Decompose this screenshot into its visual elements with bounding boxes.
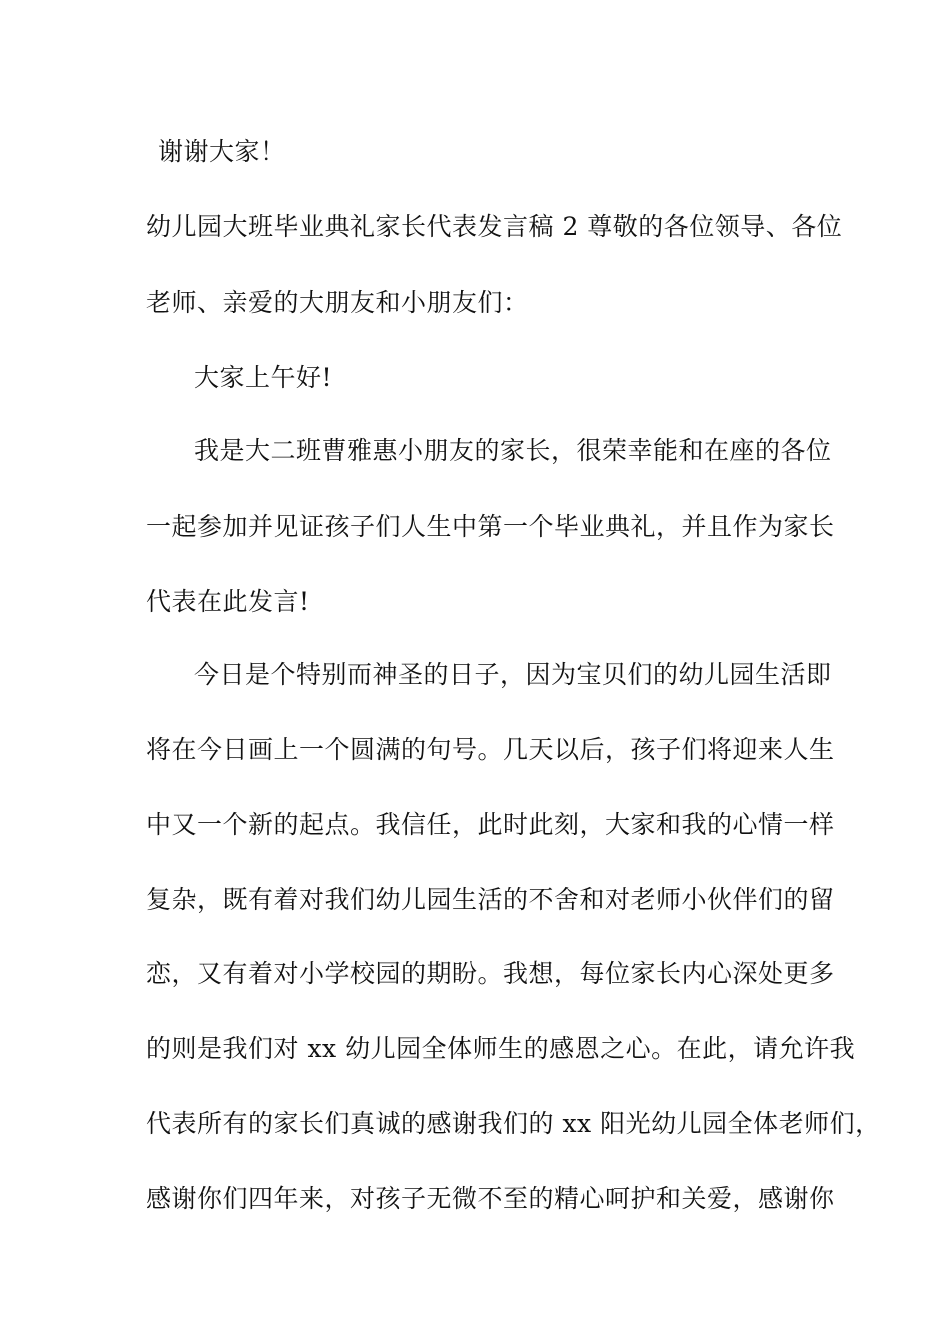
salutation-line: 老师、亲爱的大朋友和小朋友们： bbox=[146, 288, 529, 317]
paragraph-line: 恋，又有着对小学校园的期盼。我想，每位家长内心深处更多 bbox=[146, 959, 835, 988]
closing-thanks-line: 谢谢大家！ bbox=[158, 137, 286, 166]
paragraph-line: 中又一个新的起点。我信任，此时此刻，大家和我的心情一样 bbox=[146, 810, 835, 839]
paragraph-line: 今日是个特别而神圣的日子，因为宝贝们的幼儿园生活即 bbox=[194, 660, 832, 689]
paragraph-line: 代表在此发言! bbox=[146, 587, 310, 616]
greeting-line: 大家上午好! bbox=[194, 363, 333, 392]
paragraph-line: 将在今日画上一个圆满的句号。几天以后，孩子们将迎来人生 bbox=[146, 735, 835, 764]
paragraph-line: 感谢你们四年来，对孩子无微不至的精心呵护和关爱，感谢你 bbox=[146, 1184, 835, 1213]
paragraph-line: 复杂，既有着对我们幼儿园生活的不舍和对老师小伙伴们的留 bbox=[146, 885, 835, 914]
paragraph-line: 的则是我们对 xx 幼儿园全体师生的感恩之心。在此，请允许我 bbox=[146, 1034, 856, 1063]
paragraph-line: 我是大二班曹雅惠小朋友的家长，很荣幸能和在座的各位 bbox=[194, 436, 832, 465]
paragraph-line: 代表所有的家长们真诚的感谢我们的 xx 阳光幼儿园全体老师们， bbox=[146, 1109, 881, 1138]
paragraph-line: 一起参加并见证孩子们人生中第一个毕业典礼，并且作为家长 bbox=[146, 512, 835, 541]
speech-title-line: 幼儿园大班毕业典礼家长代表发言稿 2 尊敬的各位领导、各位 bbox=[146, 212, 843, 241]
